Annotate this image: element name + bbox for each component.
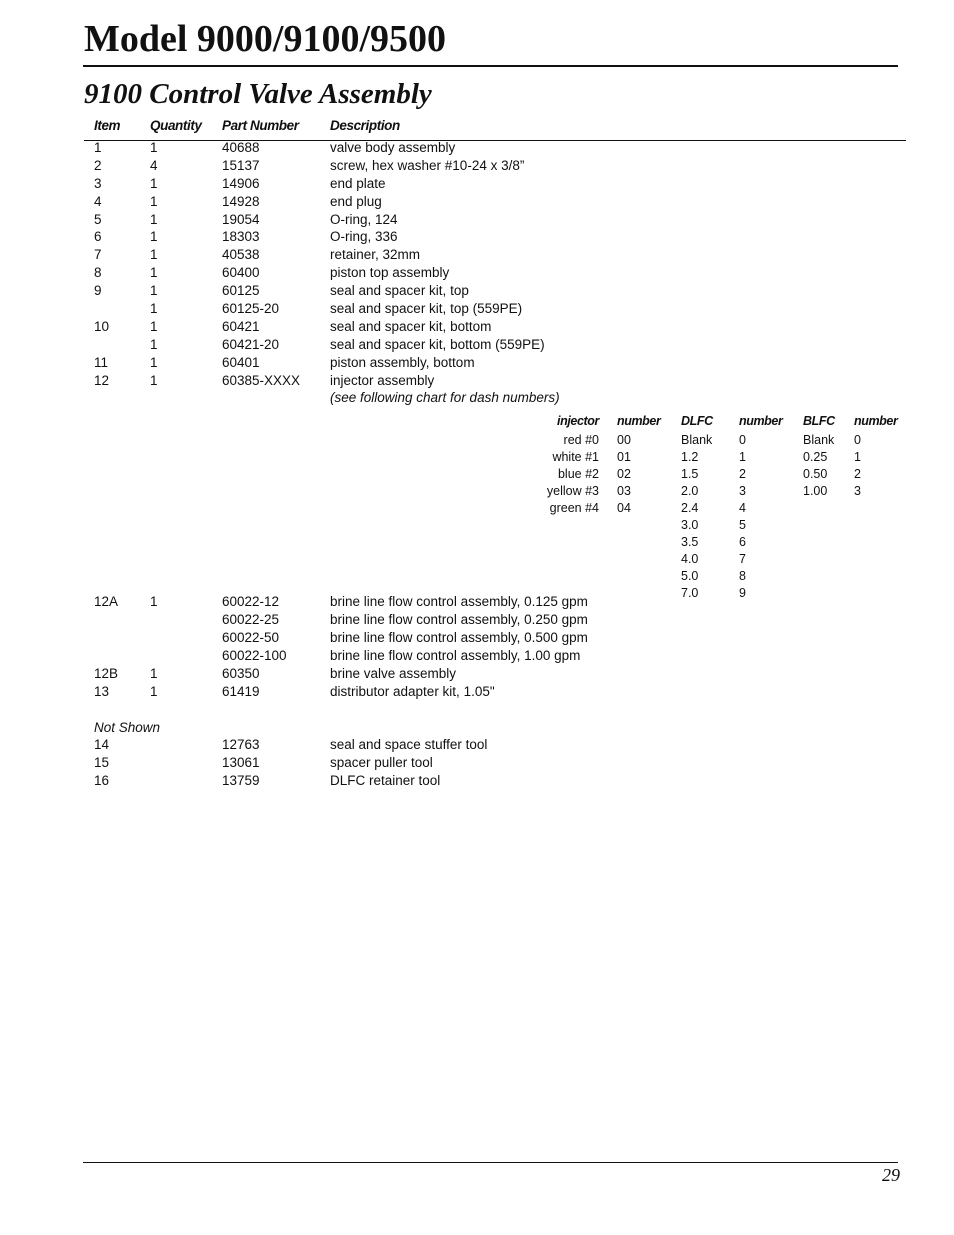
item-cell: 10: [94, 318, 110, 334]
part-number-cell: 60022-12: [222, 594, 280, 610]
list-item: 3: [854, 484, 861, 499]
part-number-cell: 60421: [222, 318, 260, 334]
document-title: Model 9000/9100/9500: [84, 18, 447, 60]
description-cell: O-ring, 336: [330, 229, 398, 245]
quantity-cell: 1: [150, 594, 158, 610]
injector-number-list: [617, 432, 631, 517]
table-row: [84, 593, 906, 611]
description-cell: distributor adapter kit, 1.05": [330, 683, 495, 699]
description-cell: spacer puller tool: [330, 755, 433, 771]
quantity-cell: 1: [150, 336, 158, 352]
part-number-cell: 12763: [222, 737, 260, 753]
description-cell: retainer, 32mm: [330, 247, 421, 263]
table-row: [84, 611, 906, 629]
quantity-cell: 1: [150, 211, 158, 227]
table-row: [84, 754, 906, 772]
not-shown-row: [84, 719, 906, 737]
item-cell: 16: [94, 773, 110, 789]
part-number-cell: 60022-25: [222, 612, 280, 628]
table-row: [84, 300, 906, 318]
part-number-cell: 19054: [222, 211, 260, 227]
item-cell: 12: [94, 372, 110, 388]
list-item: 3.5: [681, 535, 699, 550]
part-number-cell: 40538: [222, 247, 260, 263]
item-cell: 11: [94, 354, 109, 370]
item-cell: 13: [94, 683, 110, 699]
list-item: 2: [739, 467, 746, 482]
dash-number-chart: [84, 406, 906, 601]
quantity-cell: 1: [150, 229, 158, 245]
item-cell: 14: [94, 737, 110, 753]
list-item: 3: [739, 484, 746, 499]
description-cell: screw, hex washer #10-24 x 3/8”: [330, 157, 525, 173]
list-item: 7: [739, 552, 746, 567]
list-item: 0.25: [803, 450, 828, 465]
dlfc-number-list: [739, 432, 746, 602]
list-item: 00: [617, 433, 631, 448]
chart-header-dlfc-number: number: [739, 414, 783, 429]
description-cell: seal and spacer kit, top: [330, 283, 469, 299]
list-item: 6: [739, 535, 746, 550]
description-cell: end plate: [330, 175, 386, 191]
list-item: 5: [739, 518, 746, 533]
list-item: yellow #3: [546, 484, 599, 499]
description-cell: brine line flow control assembly, 1.00 gpm: [330, 648, 581, 664]
item-cell: 7: [94, 247, 102, 263]
list-item: 01: [617, 450, 631, 465]
part-number-cell: 60022-50: [222, 630, 280, 646]
list-item: 02: [617, 467, 631, 482]
chart-header-dlfc: DLFC: [681, 414, 713, 429]
part-number-cell: 60385-XXXX: [222, 372, 301, 388]
table-row: [84, 336, 906, 354]
part-number-cell: 14928: [222, 193, 260, 209]
table-row: [84, 139, 906, 157]
item-cell: 1: [94, 140, 102, 155]
part-number-cell: 60400: [222, 265, 260, 281]
part-number-cell: 13759: [222, 773, 260, 789]
list-item: Blank: [803, 433, 835, 448]
table-row: [84, 354, 906, 372]
quantity-cell: 1: [150, 666, 158, 682]
list-item: green #4: [549, 501, 599, 516]
table-row: [84, 228, 906, 246]
chart-header-blfc: BLFC: [803, 414, 835, 429]
list-item: 4: [739, 501, 746, 516]
list-item: blue #2: [557, 467, 599, 482]
description-cell: end plug: [330, 193, 382, 209]
item-cell: 2: [94, 157, 102, 173]
part-number-cell: 15137: [222, 157, 260, 173]
list-item: 1.2: [681, 450, 699, 465]
table-row: [84, 211, 906, 229]
header-quantity: Quantity: [150, 118, 202, 133]
quantity-cell: 1: [150, 175, 158, 191]
description-cell: seal and spacer kit, bottom (559PE): [330, 336, 545, 352]
list-item: 3.0: [681, 518, 699, 533]
footer-rule: [83, 1162, 898, 1163]
list-item: 0: [854, 433, 861, 448]
item-cell: 9: [94, 283, 102, 299]
part-number-cell: 60125-20: [222, 301, 280, 317]
list-item: 5.0: [681, 569, 699, 584]
section-title: 9100 Control Valve Assembly: [84, 78, 432, 110]
table-row: [84, 157, 906, 175]
list-item: white #1: [552, 450, 599, 465]
table-row: [84, 665, 906, 683]
parts-table-header: [84, 116, 906, 141]
not-shown-label: Not Shown: [94, 719, 161, 735]
table-row: [84, 175, 906, 193]
list-item: 1: [739, 450, 746, 465]
description-cell: DLFC retainer tool: [330, 773, 441, 789]
table-row: [84, 282, 906, 300]
list-item: 04: [617, 501, 631, 516]
part-number-cell: 60125: [222, 283, 260, 299]
description-cell: brine line flow control assembly, 0.500 gpm: [330, 630, 588, 646]
table-row: [84, 736, 906, 754]
quantity-cell: 4: [150, 157, 158, 173]
part-number-cell: 14906: [222, 175, 260, 191]
page-number: 29: [882, 1165, 900, 1185]
quantity-cell: 1: [150, 193, 158, 209]
table-row: [84, 318, 906, 336]
quantity-cell: 1: [150, 301, 158, 317]
item-cell: 3: [94, 175, 102, 191]
part-number-cell: 40688: [222, 140, 260, 155]
list-item: 03: [617, 484, 631, 499]
quantity-cell: 1: [150, 318, 158, 334]
quantity-cell: 1: [150, 265, 158, 281]
description-cell: brine line flow control assembly, 0.125 gpm: [330, 594, 588, 610]
section-spacer: [84, 701, 906, 719]
description-cell: valve body assembly: [330, 140, 456, 155]
quantity-cell: 1: [150, 683, 158, 699]
blfc-number-list: [854, 432, 861, 500]
injector-note: (see following chart for dash numbers): [330, 390, 560, 406]
item-cell: 15: [94, 755, 110, 771]
table-row: [84, 264, 906, 282]
header-part-number: Part Number: [222, 118, 299, 133]
description-cell: seal and space stuffer tool: [330, 737, 488, 753]
description-cell: brine line flow control assembly, 0.250 gpm: [330, 612, 588, 628]
item-cell: 5: [94, 211, 102, 227]
quantity-cell: 1: [150, 372, 158, 388]
description-cell: piston top assembly: [330, 265, 450, 281]
item-cell: 8: [94, 265, 102, 281]
description-cell: seal and spacer kit, top (559PE): [330, 301, 523, 317]
description-cell: injector assembly: [330, 372, 435, 388]
title-rule: [83, 65, 898, 67]
list-item: 1.00: [803, 484, 828, 499]
list-item: 8: [739, 569, 746, 584]
quantity-cell: 1: [150, 354, 158, 370]
quantity-cell: 1: [150, 247, 158, 263]
description-cell: O-ring, 124: [330, 211, 398, 227]
quantity-cell: 1: [150, 283, 158, 299]
item-cell: 12B: [94, 666, 119, 682]
list-item: 0.50: [803, 467, 828, 482]
part-number-cell: 60350: [222, 666, 260, 682]
list-item: 2.0: [681, 484, 699, 499]
list-item: 1: [854, 450, 861, 465]
description-cell: seal and spacer kit, bottom: [330, 318, 492, 334]
list-item: 7.0: [681, 586, 699, 601]
list-item: 2: [854, 467, 861, 482]
table-row: [84, 193, 906, 211]
table-row: [84, 246, 906, 264]
list-item: 2.4: [681, 501, 699, 516]
item-cell: 12A: [94, 594, 119, 610]
list-item: red #0: [563, 433, 599, 448]
dlfc-value-list: [681, 432, 712, 602]
list-item: 0: [739, 433, 746, 448]
parts-table: [84, 139, 906, 790]
table-row: [84, 629, 906, 647]
part-number-cell: 18303: [222, 229, 260, 245]
chart-header-blfc-number: number: [854, 414, 898, 429]
quantity-cell: 1: [150, 140, 158, 155]
part-number-cell: 60421-20: [222, 336, 280, 352]
chart-header-injector: injector: [557, 414, 599, 429]
header-item: Item: [94, 118, 121, 133]
table-row: [84, 647, 906, 665]
table-row: [84, 372, 906, 390]
list-item: 9: [739, 586, 746, 601]
chart-header-injector-number: number: [617, 414, 661, 429]
description-cell: piston assembly, bottom: [330, 354, 475, 370]
item-cell: 4: [94, 193, 102, 209]
header-description: Description: [330, 118, 400, 133]
list-item: 1.5: [681, 467, 699, 482]
table-row: [84, 772, 906, 790]
description-cell: brine valve assembly: [330, 666, 457, 682]
part-number-cell: 60401: [222, 354, 260, 370]
part-number-cell: 60022-100: [222, 648, 287, 664]
list-item: 4.0: [681, 552, 699, 567]
table-row: [84, 683, 906, 701]
item-cell: 6: [94, 229, 102, 245]
part-number-cell: 13061: [222, 755, 260, 771]
injector-note-row: [84, 389, 906, 406]
injector-color-list: [499, 432, 599, 517]
blfc-value-list: [803, 432, 834, 500]
part-number-cell: 61419: [222, 683, 260, 699]
list-item: Blank: [681, 433, 713, 448]
